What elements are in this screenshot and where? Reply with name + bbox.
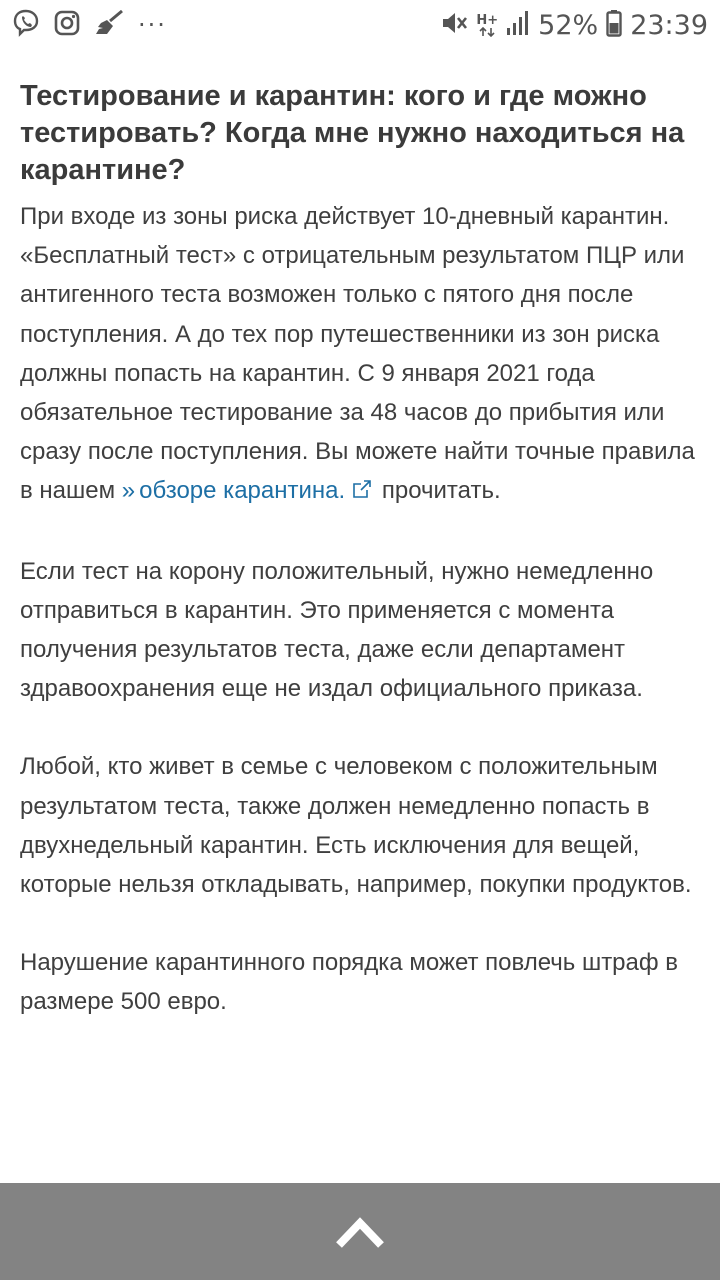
paragraph-2: Если тест на корону положительный, нужно немедленно отправиться в карантин. Это применяется с момента получения результатов теста, даже если департамент здравоохранения еще не издал официального приказа. xyxy=(20,557,654,703)
status-left xyxy=(12,9,181,41)
article-headline: Тестирование и карантин: кого и где можно тестировать? Когда мне нужно находиться на карантине? xyxy=(20,80,685,186)
spacer xyxy=(20,904,704,943)
signal-icon xyxy=(506,10,530,40)
quarantine-overview-link-label: обзоре карантина. xyxy=(139,477,346,505)
broom-icon xyxy=(94,10,124,40)
more-indicator: ··· xyxy=(138,11,167,39)
status-right xyxy=(432,9,708,41)
battery-icon xyxy=(606,9,622,41)
external-link-icon xyxy=(351,473,373,512)
paragraph-1-text: При входе из зоны риска действует 10-дневный карантин. «Бесплатный тест» с отрицательным результатом ПЦР или антигенного теста возможен только с пятого дня после поступления. А до тех пор путешественники из зон риска должны попасть на карантин. С 9 января 2021 года обязательное тестирование за 48 часов до прибытия или сразу после поступления. Вы можете найти точные правила в нашем xyxy=(20,203,695,505)
paragraph-4: Нарушение карантинного порядка может повлечь штраф в размере 500 евро. xyxy=(20,949,679,1016)
article-content xyxy=(20,78,704,1022)
chevron-up-icon xyxy=(335,1215,385,1249)
instagram-icon xyxy=(54,10,80,40)
mute-icon xyxy=(440,9,468,41)
network-type: H+ xyxy=(476,12,499,28)
paragraph-1 xyxy=(20,197,704,513)
spacer xyxy=(20,513,704,552)
spacer xyxy=(20,708,704,747)
paragraph-1-end: прочитать. xyxy=(381,477,501,505)
network-icon xyxy=(476,14,498,37)
link-arrows-icon: » xyxy=(121,477,136,505)
scroll-to-top-bar[interactable] xyxy=(0,1183,720,1280)
scroll-to-top-button[interactable] xyxy=(330,1207,390,1257)
clock: 23:39 xyxy=(630,9,708,41)
battery-percent: 52% xyxy=(538,9,599,41)
status-bar xyxy=(0,0,720,50)
viber-icon xyxy=(12,9,40,41)
paragraph-3: Любой, кто живет в семье с человеком с положительным результатом теста, также должен немедленно попасть в двухнедельный карантин. Есть исключения для вещей, которые нельзя откладывать, например, покупки продуктов. xyxy=(20,753,692,899)
quarantine-overview-link[interactable] xyxy=(122,477,375,504)
